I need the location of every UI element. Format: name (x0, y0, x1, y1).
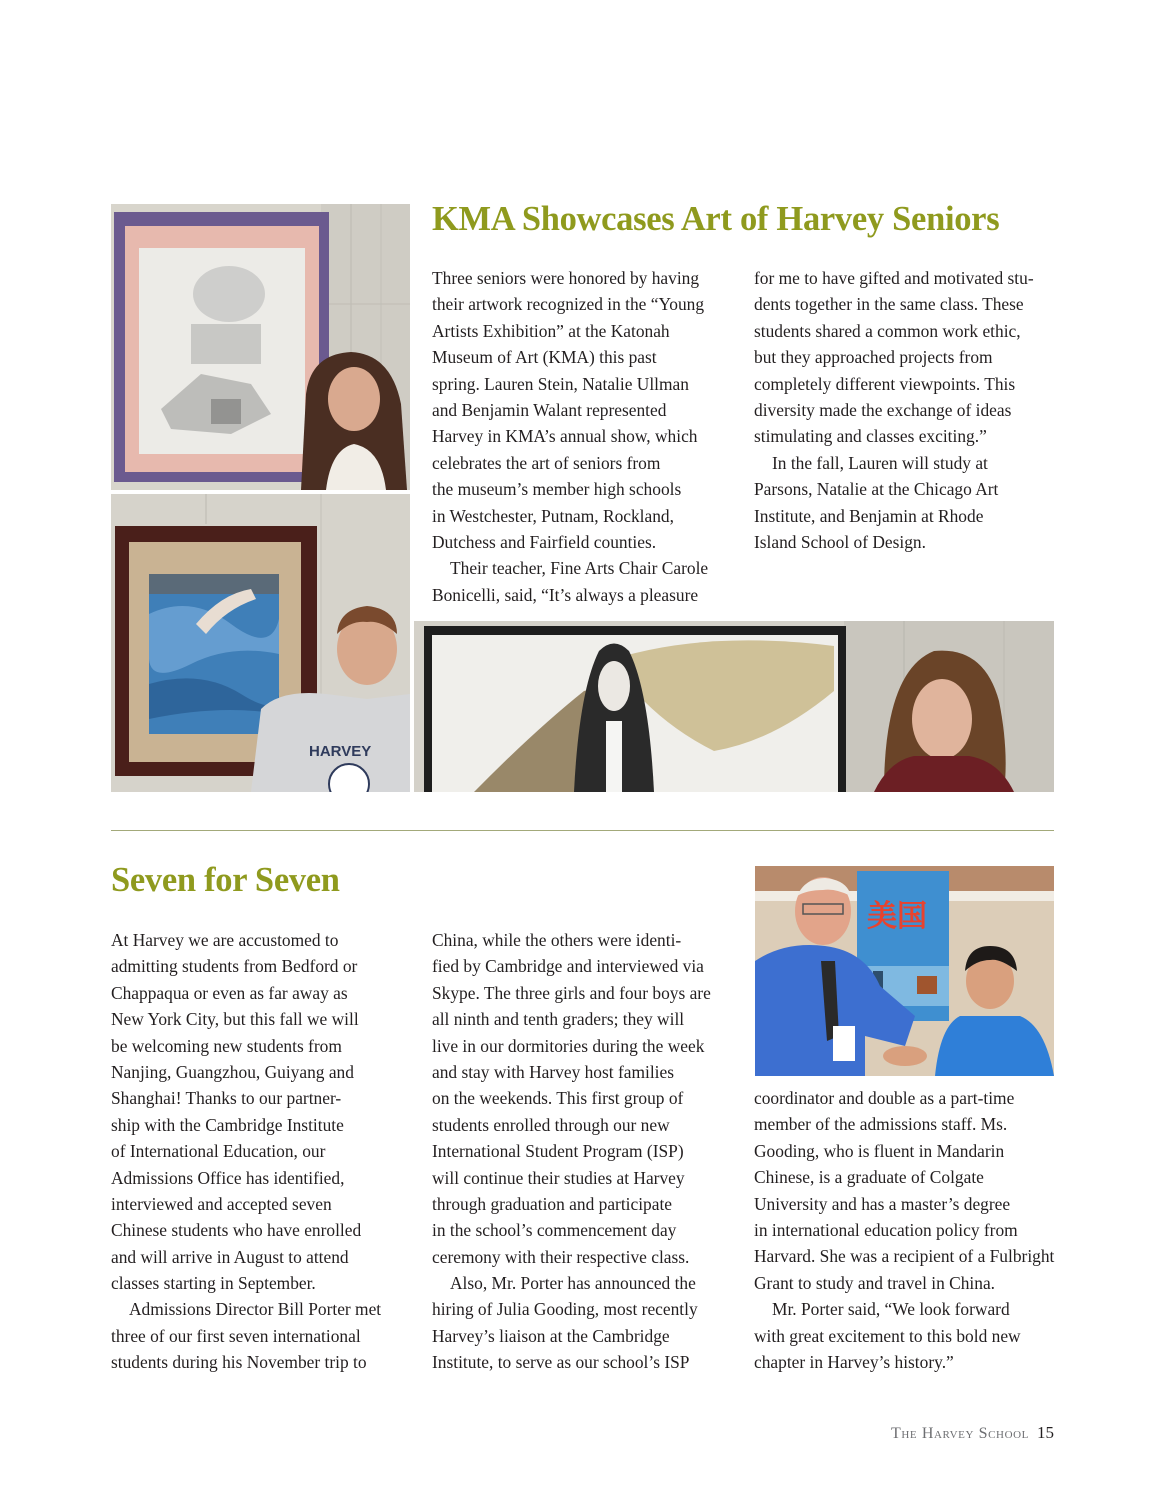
text-line: hiring of Julia Gooding, most recently (432, 1299, 698, 1320)
text-line: ceremony with their respective class. (432, 1246, 690, 1267)
article-headline: Seven for Seven (111, 861, 340, 899)
photo-bill-porter-with-student (755, 866, 1054, 1076)
text-line: be welcoming new students from (111, 1035, 342, 1056)
text-line: Shanghai! Thanks to our partner- (111, 1088, 342, 1109)
text-line: with great excitement to this bold new (754, 1325, 1021, 1346)
text-line: In the fall, Lauren will study at (772, 452, 988, 473)
text-line: students during his November trip to (111, 1352, 367, 1373)
text-line: Admissions Director Bill Porter met (129, 1299, 382, 1320)
text-line: but they approached projects from (754, 347, 993, 368)
text-line: Island School of Design. (754, 531, 926, 552)
publication-name: The Harvey School (891, 1425, 1029, 1442)
text-line: Mr. Porter said, “We look forward (772, 1299, 1010, 1320)
photo-benjamin-walant-artwork (111, 494, 410, 792)
text-line: Harvey in KMA’s annual show, which (432, 426, 698, 447)
text-line: Institute, to serve as our school’s ISP (432, 1352, 690, 1373)
text-line: At Harvey we are accustomed to (111, 930, 339, 950)
text-line: the museum’s member high schools (432, 479, 682, 500)
text-line: China, while the others were identi- (432, 930, 682, 950)
text-line: Harvey’s liaison at the Cambridge (432, 1325, 670, 1346)
text-line: for me to have gifted and motivated stu- (754, 268, 1034, 288)
hoodie-text: HARVEY (309, 743, 372, 760)
text-line: Also, Mr. Porter has announced the (450, 1273, 696, 1294)
text-line: and will arrive in August to attend (111, 1246, 349, 1267)
text-line: live in our dormitories during the week (432, 1035, 705, 1056)
text-line: Museum of Art (KMA) this past (432, 347, 657, 368)
text-line: Three seniors were honored by having (432, 268, 700, 288)
text-line: stimulating and classes exciting.” (754, 426, 987, 447)
text-line: Nanjing, Guangzhou, Guiyang and (111, 1061, 354, 1082)
text-line: Chappaqua or even as far away as (111, 982, 348, 1003)
text-line: New York City, but this fall we will (111, 1009, 359, 1030)
photo-natalie-ullman-artwork (414, 621, 1054, 792)
text-line: Skype. The three girls and four boys are (432, 982, 711, 1003)
text-line: spring. Lauren Stein, Natalie Ullman (432, 373, 689, 394)
photo-illustration (755, 866, 1054, 1076)
text-line: celebrates the art of seniors from (432, 452, 661, 473)
text-line: Chinese students who have enrolled (111, 1220, 362, 1241)
text-line: diversity made the exchange of ideas (754, 399, 1012, 420)
article-column-1 (111, 927, 416, 1376)
text-line: in the school’s commencement day (432, 1220, 677, 1241)
photo-illustration (111, 204, 410, 490)
text-line: will continue their studies at Harvey (432, 1167, 685, 1188)
text-line: completely different viewpoints. This (754, 373, 1016, 394)
text-line: ship with the Cambridge Institute (111, 1114, 344, 1135)
article-column-2 (754, 265, 1059, 555)
text-line: in Westchester, Putnam, Rockland, (432, 505, 674, 526)
text-line: coordinator and double as a part-time (754, 1088, 1015, 1108)
text-line: and Benjamin Walant represented (432, 399, 667, 420)
text-line: their artwork recognized in the “Young (432, 294, 705, 315)
photo-illustration (414, 621, 1054, 792)
photo-illustration (111, 494, 410, 792)
text-line: Institute, and Benjamin at Rhode (754, 505, 984, 526)
text-line: students enrolled through our new (432, 1114, 670, 1135)
text-line: and stay with Harvey host families (432, 1061, 674, 1082)
article-headline: KMA Showcases Art of Harvey Seniors (432, 200, 1000, 238)
text-line: International Student Program (ISP) (432, 1141, 684, 1162)
text-line: in international education policy from (754, 1219, 1018, 1240)
text-line: of International Education, our (111, 1141, 326, 1162)
text-line: three of our first seven international (111, 1325, 361, 1346)
text-line: Harvard. She was a recipient of a Fulbright (754, 1246, 1055, 1267)
text-line: students shared a common work ethic, (754, 320, 1021, 341)
photo-lauren-stein-artwork (111, 204, 410, 490)
text-line: University and has a master’s degree (754, 1193, 1011, 1214)
text-line: Admissions Office has identified, (111, 1167, 345, 1188)
text-line: dents together in the same class. These (754, 294, 1024, 315)
text-line: interviewed and accepted seven (111, 1193, 332, 1214)
text-line: through graduation and participate (432, 1193, 673, 1214)
text-line: member of the admissions staff. Ms. (754, 1114, 1008, 1135)
text-line: fied by Cambridge and interviewed via (432, 956, 704, 977)
text-line: Artists Exhibition” at the Katonah (432, 320, 670, 341)
text-line: Their teacher, Fine Arts Chair Carole (450, 558, 709, 579)
text-line: classes starting in September. (111, 1273, 316, 1294)
article-column-2 (432, 927, 737, 1376)
article-column-1 (432, 265, 737, 608)
article-column-3 (754, 1085, 1059, 1375)
section-divider (111, 830, 1054, 831)
page-number: 15 (1037, 1423, 1054, 1442)
text-line: all ninth and tenth graders; they will (432, 1009, 685, 1030)
text-line: Gooding, who is fluent in Mandarin (754, 1140, 1005, 1161)
text-line: Dutchess and Fairfield counties. (432, 531, 657, 552)
text-line: Grant to study and travel in China. (754, 1272, 996, 1293)
text-line: chapter in Harvey’s history.” (754, 1351, 954, 1372)
poster-text: 美国 (867, 899, 927, 934)
text-line: on the weekends. This first group of (432, 1088, 684, 1109)
text-line: admitting students from Bedford or (111, 956, 358, 977)
page-footer (891, 1423, 1054, 1443)
text-line: Parsons, Natalie at the Chicago Art (754, 479, 999, 500)
text-line: Chinese, is a graduate of Colgate (754, 1167, 984, 1188)
text-line: Bonicelli, said, “It’s always a pleasure (432, 584, 699, 605)
